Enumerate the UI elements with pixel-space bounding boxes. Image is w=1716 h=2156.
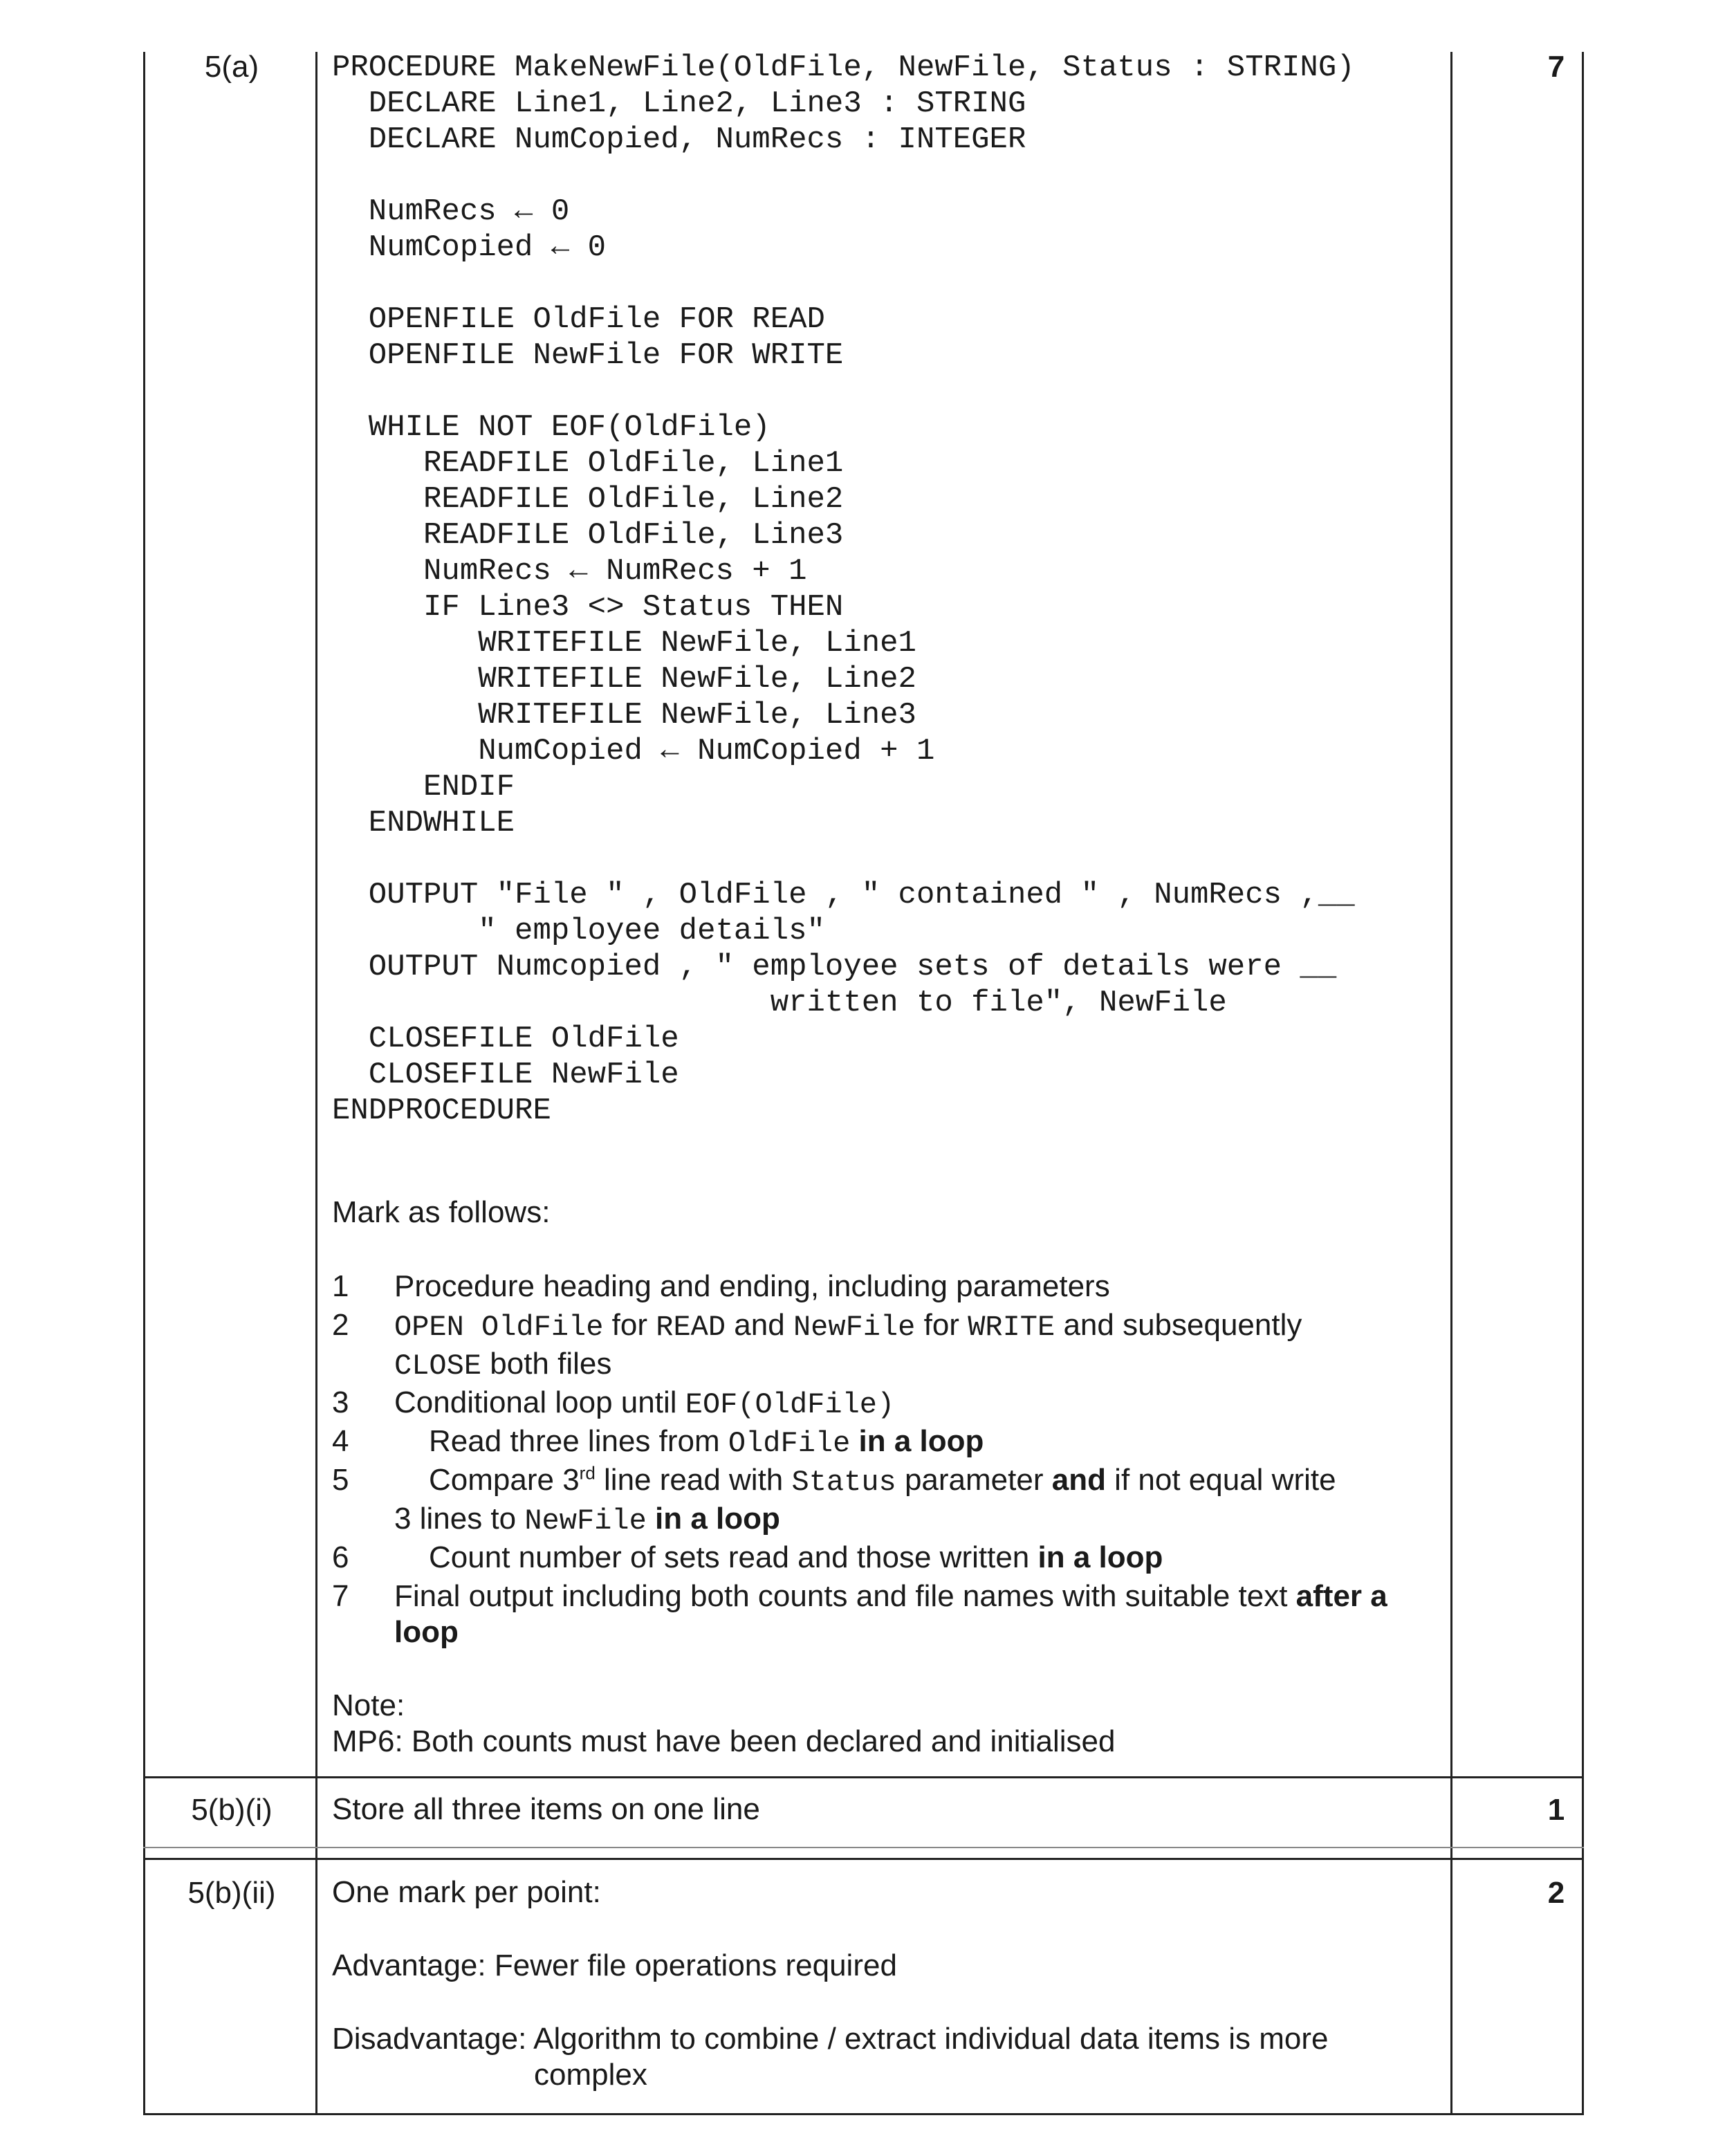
- code-line: WRITEFILE NewFile, Line2: [332, 662, 916, 697]
- code-line: IF Line3 <> Status THEN: [332, 590, 844, 625]
- code-line: " employee details": [332, 914, 825, 948]
- code-line: NumRecs ← NumRecs + 1: [332, 554, 807, 589]
- code-line: WRITEFILE NewFile, Line1: [332, 626, 916, 661]
- point-number-3: 3: [332, 1385, 349, 1419]
- code-line: CLOSEFILE NewFile: [332, 1058, 679, 1092]
- table-border-left: [143, 52, 145, 2115]
- advantage-text: Advantage: Fewer file operations required: [332, 1948, 897, 1982]
- mark-point-4: Read three lines from OldFile in a loop: [429, 1424, 984, 1460]
- mark-point-2: OPEN OldFile for READ and NewFile for WRITE and subsequently: [394, 1308, 1302, 1344]
- marks-5bi: 1: [1547, 1793, 1565, 1827]
- point-number-2: 2: [332, 1308, 349, 1342]
- code-line: OUTPUT Numcopied , " employee sets of details were __: [332, 950, 1337, 984]
- mark-point-5-cont: 3 lines to NewFile in a loop: [394, 1502, 780, 1538]
- mark-point-7: Final output including both counts and file names with suitable text after a: [394, 1579, 1387, 1613]
- column-divider-question: [315, 52, 317, 2115]
- code-line: READFILE OldFile, Line3: [332, 518, 844, 553]
- mark-point-1: Procedure heading and ending, including parameters: [394, 1269, 1110, 1303]
- code-line: NumRecs ← 0: [332, 194, 570, 229]
- intro-5bii: One mark per point:: [332, 1875, 601, 1909]
- code-line: PROCEDURE MakeNewFile(OldFile, NewFile, Status : STRING): [332, 50, 1355, 85]
- column-divider-marks: [1450, 52, 1452, 2115]
- code-line: written to file", NewFile: [332, 986, 1227, 1020]
- code-line: NumCopied ← NumCopied + 1: [332, 734, 935, 768]
- code-line: WRITEFILE NewFile, Line3: [332, 698, 916, 733]
- row-divider-5a: [143, 1776, 1584, 1778]
- row-divider-5bi-thin: [143, 1847, 1584, 1848]
- mark-point-7-cont: loop: [394, 1615, 459, 1649]
- code-line: READFILE OldFile, Line1: [332, 446, 844, 481]
- code-line: READFILE OldFile, Line2: [332, 482, 844, 517]
- disadvantage-text-cont: complex: [534, 2058, 647, 2092]
- point-number-1: 1: [332, 1269, 349, 1303]
- code-line: DECLARE NumCopied, NumRecs : INTEGER: [332, 122, 1026, 157]
- disadvantage-text: Disadvantage: Algorithm to combine / extract individual data items is more: [332, 2022, 1329, 2056]
- code-line: WHILE NOT EOF(OldFile): [332, 410, 771, 445]
- question-number-5bi: 5(b)(i): [191, 1793, 273, 1827]
- code-line: ENDPROCEDURE: [332, 1094, 551, 1128]
- marks-5bii: 2: [1547, 1876, 1565, 1910]
- code-line: DECLARE Line1, Line2, Line3 : STRING: [332, 86, 1026, 121]
- question-number-5bii: 5(b)(ii): [187, 1876, 276, 1910]
- code-line: ENDIF: [332, 770, 515, 804]
- table-border-bottom: [143, 2113, 1584, 2115]
- marks-5a: 7: [1547, 50, 1565, 84]
- row-divider-5bi: [143, 1858, 1584, 1860]
- point-number-6: 6: [332, 1540, 349, 1574]
- mark-point-5: Compare 3rd line read with Status parameter and if not equal write: [429, 1462, 1336, 1499]
- point-number-5: 5: [332, 1463, 349, 1497]
- code-line: CLOSEFILE OldFile: [332, 1022, 679, 1056]
- code-line: ENDWHILE: [332, 806, 515, 840]
- note-text: MP6: Both counts must have been declared and initialised: [332, 1724, 1116, 1758]
- question-number-5a: 5(a): [204, 50, 259, 84]
- mark-heading: Mark as follows:: [332, 1195, 551, 1229]
- point-number-4: 4: [332, 1424, 349, 1458]
- code-line: OUTPUT "File " , OldFile , " contained " , NumRecs ,__: [332, 878, 1355, 912]
- code-line: OPENFILE OldFile FOR READ: [332, 302, 825, 337]
- answer-5bi: Store all three items on one line: [332, 1792, 760, 1826]
- mark-point-3: Conditional loop until EOF(OldFile): [394, 1385, 895, 1421]
- pseudocode-block: [332, 50, 1355, 1129]
- code-line: NumCopied ← 0: [332, 230, 607, 265]
- point-number-7: 7: [332, 1579, 349, 1613]
- code-line: OPENFILE NewFile FOR WRITE: [332, 338, 844, 373]
- mark-point-2-cont: CLOSE both files: [394, 1347, 612, 1383]
- mark-point-6: Count number of sets read and those written in a loop: [429, 1540, 1163, 1574]
- note-label: Note:: [332, 1688, 405, 1722]
